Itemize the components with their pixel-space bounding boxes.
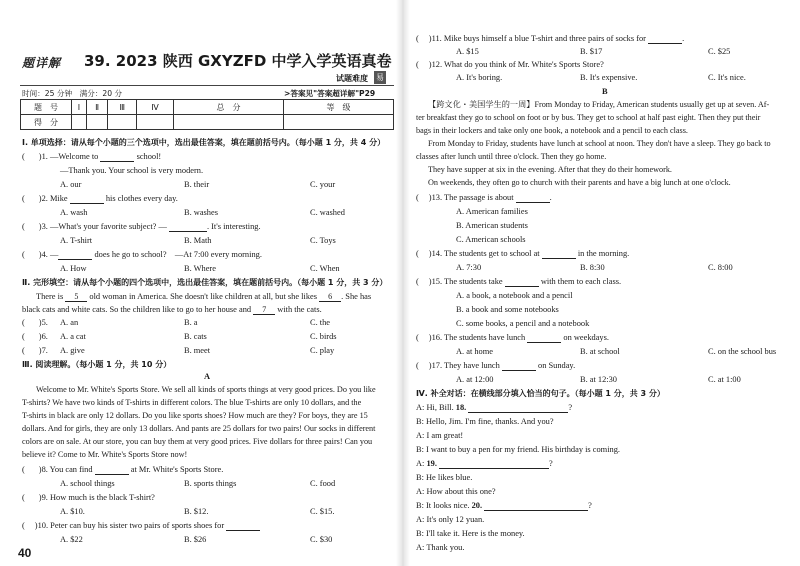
question-text: You can find — [49, 465, 93, 474]
score-col-label: 题 号 — [21, 100, 72, 115]
score-cell[interactable] — [174, 115, 284, 130]
question-text: Peter can buy his sister two pairs of sports shoes for — [50, 521, 225, 530]
option-c[interactable]: C. It's nice. — [708, 73, 746, 82]
passage-a-line: T-shirts in black are only 12 dollars. Do you like sports shoes? How much are they? For boys, they are 15 — [22, 411, 368, 420]
passage-text: There is — [36, 292, 64, 301]
answer-paren[interactable]: ( — [22, 493, 25, 502]
cloze-blank-5: 5 — [65, 293, 87, 302]
option-b[interactable]: B. a — [184, 318, 198, 327]
question-5 — [22, 318, 48, 328]
header-badge: 题详解 — [22, 56, 62, 70]
question-11: ( )11. Mike buys himself a blue T-shirt and three pairs of socks for . — [416, 34, 685, 43]
question-number: )14. — [428, 249, 443, 258]
option-b[interactable]: B. Math — [184, 236, 212, 245]
blank-number: 19. — [426, 459, 437, 468]
score-col-grade: 等 级 — [283, 100, 393, 115]
option-a[interactable]: A. How — [60, 264, 87, 273]
option-a[interactable]: A. $22 — [60, 535, 83, 544]
option-c[interactable]: C. washed — [310, 208, 345, 217]
question-9 — [22, 493, 155, 503]
question-3 — [22, 222, 261, 232]
question-text: Mike buys himself a blue T-shirt and three pairs of socks for — [443, 34, 646, 43]
dialogue-line: B: He likes blue. — [416, 473, 473, 482]
answer-paren[interactable]: ( — [22, 222, 25, 231]
dialogue-line: B: It looks nice. 20. ? — [416, 501, 592, 510]
answer-blank[interactable] — [527, 334, 561, 343]
answer-paren[interactable]: ( — [416, 34, 419, 43]
score-col-3: Ⅲ — [108, 100, 137, 115]
question-15 — [416, 277, 621, 287]
answer-paren[interactable]: ( — [416, 60, 419, 69]
question-17 — [416, 361, 575, 371]
question-number: )9. — [38, 493, 48, 502]
dialogue-line: A: Hi, Bill. 18. ? — [416, 403, 573, 412]
answer-paren[interactable]: ( — [22, 465, 25, 474]
option-b[interactable]: B. 8:30 — [580, 263, 605, 272]
answer-paren[interactable]: ( — [22, 194, 25, 203]
option-c[interactable]: C. When — [310, 264, 340, 273]
option-a[interactable]: A. at 12:00 — [456, 375, 494, 384]
question-4 — [22, 250, 262, 260]
section1-title: Ⅰ. 单项选择：请从每个小题的三个选项中，选出最佳答案，填在题前括号内。（每小题 1 分，共 4 分） — [22, 138, 386, 147]
question-8 — [22, 465, 223, 475]
option-c[interactable]: C. $15. — [310, 507, 335, 516]
question-number: )6. — [38, 332, 48, 341]
passage-text: with the cats. — [277, 305, 322, 314]
option-b[interactable]: B. their — [184, 180, 210, 189]
score-cell[interactable] — [72, 115, 87, 130]
passage-b-line: From Monday to Friday, students have lunch at school at noon. They don't have a sleep. They go back to — [428, 139, 771, 148]
answer-blank[interactable] — [70, 195, 104, 204]
question-text: school! — [136, 152, 162, 161]
question-13 — [416, 193, 552, 203]
difficulty-label: 试题难度 — [336, 74, 368, 83]
option-c[interactable]: C. $30 — [310, 535, 333, 544]
section4-title: Ⅳ. 补全对话：在横线部分填入恰当的句子。（每小题 1 分，共 3 分） — [416, 389, 665, 398]
passage-a-label: A — [204, 372, 211, 381]
question-text: The passage is about — [444, 193, 514, 202]
option-c[interactable]: C. the — [310, 318, 331, 327]
option-a[interactable]: A. a book, a notebook and a pencil — [456, 291, 573, 300]
section3-title: Ⅲ. 阅读理解。（每小题 1 分，共 10 分） — [22, 360, 172, 369]
option-a[interactable]: A. school things — [60, 479, 115, 488]
option-c[interactable]: C. 8:00 — [708, 263, 733, 272]
question-text: — — [49, 250, 59, 259]
question-text: The students take — [444, 277, 503, 286]
option-c[interactable]: C. some books, a pencil and a notebook — [456, 319, 590, 328]
score-cell[interactable] — [108, 115, 137, 130]
score-table-score-row — [21, 115, 394, 130]
option-c[interactable]: C. birds — [310, 332, 337, 341]
page-title: 39. 2023 陕西 GXYZFD 中学入学英语真卷 — [84, 52, 392, 70]
passage-b-line: On weekends, they often go to church with their parents and have a big lunch at one o'clock. — [428, 178, 731, 187]
passage-b-label: B — [602, 87, 608, 96]
question-number: )13. — [428, 193, 443, 202]
score-cell[interactable] — [283, 115, 393, 130]
option-b[interactable]: B. at 12:30 — [580, 375, 617, 384]
passage-a-line: dollars. And for girls, they are only 13 dollars. And pants are 25 dollars for two pairs! Our socks in different — [22, 424, 376, 433]
passage-text: black cats and white cats. So the children like to go to her house and — [22, 305, 252, 314]
answer-paren[interactable]: ( — [22, 152, 25, 161]
dialogue-blank-18[interactable] — [468, 404, 568, 413]
passage-a-line: T-shirts? We have two kinds of T-shirts in different colors. The blue T-shirts are only 10 dollars, and the — [22, 398, 362, 407]
option-b[interactable]: B. at school — [580, 347, 620, 356]
question-text: How much is the black T-shirt? — [49, 493, 155, 502]
answer-paren[interactable]: ( — [416, 193, 419, 202]
question-10 — [22, 521, 260, 531]
option-a[interactable]: A. It's boring. — [456, 73, 503, 82]
question-text: in the morning. — [577, 249, 630, 258]
dialogue-blank-19[interactable] — [439, 460, 549, 469]
score-row-label: 得 分 — [21, 115, 72, 130]
question-number: )10. — [34, 521, 49, 530]
question-text: on weekdays. — [563, 333, 609, 342]
option-c[interactable]: C. Toys — [310, 236, 336, 245]
option-b[interactable]: B. $17 — [580, 47, 603, 56]
question-text: his clothes every day. — [105, 194, 178, 203]
option-a[interactable]: A. our — [60, 180, 82, 189]
cloze-passage-line-2 — [22, 305, 322, 315]
answer-reference: >答案见"答案超详解"P29 — [284, 89, 376, 98]
question-text: with them to each class. — [540, 277, 622, 286]
answer-blank[interactable] — [58, 251, 92, 260]
option-c[interactable]: C. $25 — [708, 47, 731, 56]
option-a[interactable]: A. a cat — [60, 332, 86, 341]
passage-b-line: They have supper at six in the evening. After that they do their homework. — [428, 165, 672, 174]
question-text: does he go to school? —At 7:00 every morning. — [94, 250, 262, 259]
cloze-blank-7: 7 — [253, 306, 275, 315]
dialogue-line: A: How about this one? — [416, 487, 496, 496]
question-text: The students have lunch — [444, 333, 526, 342]
question-text: Mike — [49, 194, 68, 203]
dialogue-line: A: I am great! — [416, 431, 464, 440]
answer-paren[interactable]: ( — [22, 332, 25, 341]
score-col-4: Ⅳ — [137, 100, 174, 115]
option-c[interactable]: C. at 1:00 — [708, 375, 741, 384]
question-12 — [416, 60, 604, 70]
passage-b-line: bags in their lockers and take only one book, a notebook and a pencil to each class. — [416, 126, 688, 135]
question-16 — [416, 333, 609, 343]
answer-paren[interactable]: ( — [22, 521, 25, 530]
option-a[interactable]: A. wash — [60, 208, 88, 217]
answer-paren[interactable]: ( — [416, 333, 419, 342]
answer-blank[interactable] — [502, 362, 536, 371]
option-c[interactable]: C. American schools — [456, 235, 526, 244]
dialogue-line: B: I'll take it. Here is the money. — [416, 529, 525, 538]
cloze-passage-line-1 — [36, 292, 371, 302]
passage-a-line: Welcome to Mr. White's Sports Store. We sell all kinds of sports things at very good prices. Do you like — [36, 385, 376, 394]
option-c[interactable]: C. your — [310, 180, 336, 189]
question-text: . It's interesting. — [206, 222, 261, 231]
question-14 — [416, 249, 629, 259]
question-number: )12. — [428, 60, 443, 69]
option-a[interactable]: A. at home — [456, 347, 493, 356]
difficulty-badge: 易 — [376, 73, 384, 82]
score-col-total: 总 分 — [174, 100, 284, 115]
answer-paren[interactable]: ( — [22, 250, 25, 259]
dialogue-line: A: 19. ? — [416, 459, 553, 468]
passage-b-line: classes after lunch until three o'clock. Then they go home. — [416, 152, 607, 161]
answer-paren[interactable]: ( — [416, 361, 419, 370]
option-b[interactable]: B. $12. — [184, 507, 209, 516]
passage-b-line: ter breakfast they go to school on foot or by bus. They get to school at half past eight. Then they put their — [416, 113, 761, 122]
option-a[interactable]: A. give — [60, 346, 85, 355]
option-b[interactable]: B. meet — [184, 346, 211, 355]
option-a[interactable]: A. T-shirt — [60, 236, 93, 245]
dialogue-line: A: It's only 12 yuan. — [416, 515, 485, 524]
answer-blank[interactable] — [95, 466, 129, 475]
question-text: on Sunday. — [538, 361, 576, 370]
score-cell[interactable] — [86, 115, 108, 130]
question-number: )7. — [38, 346, 48, 355]
dialogue-line: B: Hello, Jim. I'm fine, thanks. And you? — [416, 417, 554, 426]
question-text: at Mr. White's Sports Store. — [130, 465, 224, 474]
option-a[interactable]: A. $15 — [456, 47, 479, 56]
score-table — [20, 99, 394, 130]
question-2 — [22, 194, 178, 204]
option-b[interactable]: B. It's expensive. — [580, 73, 638, 82]
cloze-blank-6: 6 — [319, 293, 341, 302]
score-col-2: Ⅱ — [86, 100, 108, 115]
option-b[interactable]: B. a book and some notebooks — [456, 305, 559, 314]
score-table-header-row — [21, 100, 394, 115]
question-7 — [22, 346, 48, 356]
question-number: )15. — [428, 277, 443, 286]
question-6 — [22, 332, 48, 342]
dialogue-line: B: I want to buy a pen for my friend. His birthday is coming. — [416, 445, 620, 454]
option-b[interactable]: B. Where — [184, 264, 216, 273]
question-1-reply: —Thank you. Your school is very modern. — [60, 166, 204, 175]
option-b[interactable]: B. washes — [184, 208, 218, 217]
page-number: 40 — [18, 546, 32, 560]
passage-b-line: 【跨文化・美国学生的一周】From Monday to Friday, American students usually get up at seven. Af- — [428, 100, 770, 109]
header-rule — [20, 85, 394, 86]
answer-paren[interactable]: ( — [22, 346, 25, 355]
section2-title: Ⅱ. 完形填空：请从每个小题的四个选项中，选出最佳答案，填在题前括号内。（每小题 1 分，共 3 分） — [22, 278, 388, 287]
question-text: . — [549, 193, 552, 202]
question-number: )3. — [38, 222, 48, 231]
question-text: The students get to school at — [444, 249, 540, 258]
question-number: )11. — [428, 34, 442, 43]
question-text: What do you think of Mr. White's Sports Store? — [444, 60, 604, 69]
answer-blank[interactable] — [100, 153, 134, 162]
answer-blank[interactable] — [226, 522, 260, 531]
option-c[interactable]: C. food — [310, 479, 336, 488]
answer-paren[interactable]: ( — [416, 277, 419, 286]
option-c[interactable]: C. play — [310, 346, 335, 355]
dialogue-blank-20[interactable] — [484, 502, 588, 511]
score-cell[interactable] — [137, 115, 174, 130]
answer-paren[interactable]: ( — [416, 249, 419, 258]
question-text: —What's your favorite subject? — — [49, 222, 167, 231]
option-a[interactable]: A. an — [60, 318, 79, 327]
answer-paren[interactable]: ( — [22, 318, 25, 327]
question-number: )4. — [38, 250, 48, 259]
option-b[interactable]: B. sports things — [184, 479, 237, 488]
option-b[interactable]: B. American students — [456, 221, 528, 230]
question-1 — [22, 152, 161, 162]
question-number: )1. — [38, 152, 48, 161]
option-b[interactable]: B. cats — [184, 332, 207, 341]
dialogue-line: A: Thank you. — [416, 543, 465, 552]
answer-blank[interactable] — [648, 35, 682, 44]
option-a[interactable]: A. $10. — [60, 507, 85, 516]
answer-blank[interactable] — [169, 223, 207, 232]
question-number: )16. — [428, 333, 443, 342]
question-number: )8. — [38, 465, 48, 474]
option-c[interactable]: C. on the school bus — [708, 347, 777, 356]
answer-blank[interactable] — [516, 194, 550, 203]
question-text: They have lunch — [444, 361, 500, 370]
blank-number: 20. — [471, 501, 483, 510]
passage-text: . She has — [341, 292, 372, 301]
page-gutter — [396, 0, 410, 566]
answer-blank[interactable] — [505, 278, 539, 287]
passage-a-line: believe it? Come to Mr. White's Sports Store now! — [22, 450, 188, 459]
question-number: )5. — [38, 318, 48, 327]
option-a[interactable]: A. American families — [456, 207, 528, 216]
passage-text: old woman in America. She doesn't like children at all, but she likes — [89, 292, 317, 301]
question-number: )17. — [428, 361, 443, 370]
score-col-1: Ⅰ — [72, 100, 87, 115]
passage-a-line: colors are on sale. At our store, you can buy them at very good prices. Five dollars for three pairs! Can you — [22, 437, 373, 446]
question-number: )2. — [38, 194, 48, 203]
question-text: —Welcome to — [49, 152, 99, 161]
option-a[interactable]: A. 7:30 — [456, 263, 482, 272]
option-b[interactable]: B. $26 — [184, 535, 207, 544]
time-info: 时间：25 分钟 满分：20 分 — [22, 89, 123, 98]
answer-blank[interactable] — [542, 250, 576, 259]
blank-number: 18. — [455, 403, 467, 412]
